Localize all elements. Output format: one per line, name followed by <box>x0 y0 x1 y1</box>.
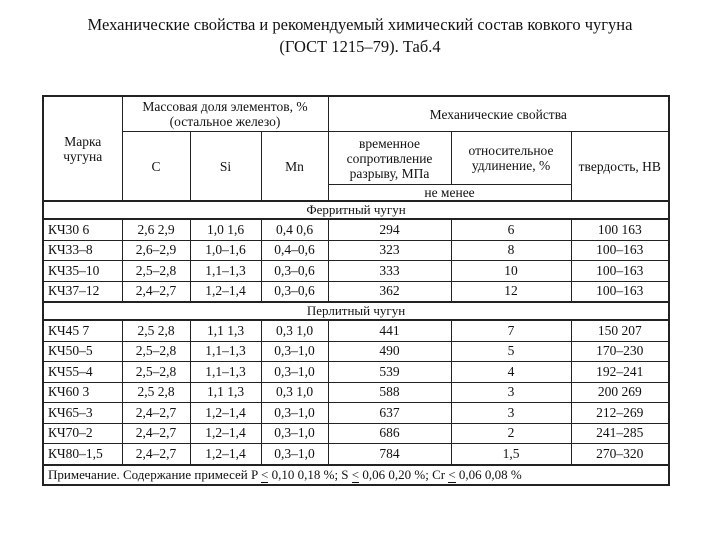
properties-table-wrap <box>42 95 668 500</box>
cell-elongation: 3 <box>451 403 571 424</box>
cell-mark: КЧ30 6 <box>43 219 122 240</box>
section-ferritic: Ферритный чугун <box>43 201 669 219</box>
cell-tensile: 490 <box>328 341 451 362</box>
cell-mark: КЧ37–12 <box>43 281 122 302</box>
cell-si: 1,1–1,3 <box>190 341 261 362</box>
cell-tensile: 333 <box>328 261 451 282</box>
cell-c: 2,5–2,8 <box>122 341 190 362</box>
cell-mn: 0,3–0,6 <box>261 281 328 302</box>
properties-table <box>42 95 670 486</box>
cell-mark: КЧ65–3 <box>43 403 122 424</box>
note-le-sign: < <box>351 466 360 482</box>
table-note <box>43 465 669 485</box>
cell-tensile: 362 <box>328 281 451 302</box>
cell-hardness: 241–285 <box>571 423 669 444</box>
cell-c: 2,5–2,8 <box>122 362 190 383</box>
table-row <box>43 341 669 362</box>
cell-hardness: 150 207 <box>571 320 669 341</box>
header-c: C <box>122 132 190 202</box>
cell-mark: КЧ80–1,5 <box>43 444 122 465</box>
table-row <box>43 320 669 341</box>
header-elongation: относительное удлинение, % <box>451 132 571 185</box>
cell-hardness: 270–320 <box>571 444 669 465</box>
note-cr-values: 0,06 0,08 % <box>455 466 522 482</box>
cell-mn: 0,3–1,0 <box>261 362 328 383</box>
cell-tensile: 784 <box>328 444 451 465</box>
cell-mn: 0,3 1,0 <box>261 320 328 341</box>
cell-mn: 0,4–0,6 <box>261 240 328 261</box>
cell-tensile: 539 <box>328 362 451 383</box>
cell-elongation: 5 <box>451 341 571 362</box>
header-mechanical: Механические свойства <box>328 96 669 132</box>
cell-elongation: 7 <box>451 320 571 341</box>
cell-tensile: 323 <box>328 240 451 261</box>
cell-tensile: 294 <box>328 219 451 240</box>
cell-mn: 0,3–1,0 <box>261 444 328 465</box>
cell-mark: КЧ33–8 <box>43 240 122 261</box>
cell-elongation: 8 <box>451 240 571 261</box>
cell-si: 1,2–1,4 <box>190 403 261 424</box>
table-row <box>43 219 669 240</box>
cell-mark: КЧ60 3 <box>43 382 122 403</box>
cell-si: 1,1–1,3 <box>190 261 261 282</box>
cell-hardness: 192–241 <box>571 362 669 383</box>
cell-si: 1,0 1,6 <box>190 219 261 240</box>
cell-tensile: 686 <box>328 423 451 444</box>
cell-elongation: 10 <box>451 261 571 282</box>
cell-c: 2,4–2,7 <box>122 403 190 424</box>
cell-mn: 0,3–1,0 <box>261 403 328 424</box>
cell-mn: 0,3–1,0 <box>261 341 328 362</box>
cell-mn: 0,4 0,6 <box>261 219 328 240</box>
cell-mark: КЧ45 7 <box>43 320 122 341</box>
cell-hardness: 100 163 <box>571 219 669 240</box>
cell-si: 1,0–1,6 <box>190 240 261 261</box>
cell-tensile: 441 <box>328 320 451 341</box>
cell-hardness: 100–163 <box>571 240 669 261</box>
cell-si: 1,1 1,3 <box>190 320 261 341</box>
document-title <box>0 14 720 58</box>
cell-tensile: 637 <box>328 403 451 424</box>
cell-c: 2,5 2,8 <box>122 382 190 403</box>
title-line-1: Механические свойства и рекомендуемый химический состав ковкого чугуна <box>87 15 633 34</box>
cell-mark: КЧ70–2 <box>43 423 122 444</box>
cell-si: 1,2–1,4 <box>190 281 261 302</box>
cell-hardness: 100–163 <box>571 261 669 282</box>
cell-si: 1,1 1,3 <box>190 382 261 403</box>
cell-c: 2,4–2,7 <box>122 444 190 465</box>
cell-c: 2,4–2,7 <box>122 423 190 444</box>
table-row <box>43 423 669 444</box>
cell-elongation: 12 <box>451 281 571 302</box>
header-hardness: твердость, НВ <box>571 132 669 202</box>
cell-hardness: 170–230 <box>571 341 669 362</box>
cell-mn: 0,3–0,6 <box>261 261 328 282</box>
cell-hardness: 200 269 <box>571 382 669 403</box>
cell-si: 1,2–1,4 <box>190 444 261 465</box>
cell-elongation: 3 <box>451 382 571 403</box>
cell-elongation: 6 <box>451 219 571 240</box>
table-row <box>43 261 669 282</box>
header-mn: Mn <box>261 132 328 202</box>
header-si: Si <box>190 132 261 202</box>
cell-si: 1,1–1,3 <box>190 362 261 383</box>
cell-hardness: 100–163 <box>571 281 669 302</box>
cell-si: 1,2–1,4 <box>190 423 261 444</box>
note-le-sign: < <box>448 466 456 482</box>
table-row <box>43 240 669 261</box>
header-not-less: не менее <box>328 185 571 202</box>
cell-mn: 0,3 1,0 <box>261 382 328 403</box>
table-row <box>43 382 669 403</box>
header-mark: Марка чугуна <box>43 96 122 201</box>
cell-mark: КЧ50–5 <box>43 341 122 362</box>
cell-mark: КЧ55–4 <box>43 362 122 383</box>
cell-tensile: 588 <box>328 382 451 403</box>
header-mass-fraction: Массовая доля элементов, % (остальное железо) <box>122 96 328 132</box>
cell-elongation: 2 <box>451 423 571 444</box>
section-pearlitic: Перлитный чугун <box>43 302 669 320</box>
cell-c: 2,6–2,9 <box>122 240 190 261</box>
cell-mn: 0,3–1,0 <box>261 423 328 444</box>
cell-c: 2,4–2,7 <box>122 281 190 302</box>
title-line-2: (ГОСТ 1215–79). Таб.4 <box>279 37 441 56</box>
table-row <box>43 362 669 383</box>
cell-c: 2,6 2,9 <box>122 219 190 240</box>
cell-mark: КЧ35–10 <box>43 261 122 282</box>
table-row <box>43 281 669 302</box>
cell-elongation: 1,5 <box>451 444 571 465</box>
note-s-values: 0,06 0,20 %; Cr <box>359 466 449 482</box>
cell-hardness: 212–269 <box>571 403 669 424</box>
note-prefix: Примечание. Содержание примесей P <box>48 466 262 482</box>
header-tensile: временное сопротивление разрыву, МПа <box>328 132 451 185</box>
note-p-values: 0,10 0,18 %; S <box>268 466 352 482</box>
table-row <box>43 403 669 424</box>
cell-c: 2,5 2,8 <box>122 320 190 341</box>
cell-c: 2,5–2,8 <box>122 261 190 282</box>
table-row <box>43 444 669 465</box>
cell-elongation: 4 <box>451 362 571 383</box>
note-le-sign: < <box>261 466 269 482</box>
